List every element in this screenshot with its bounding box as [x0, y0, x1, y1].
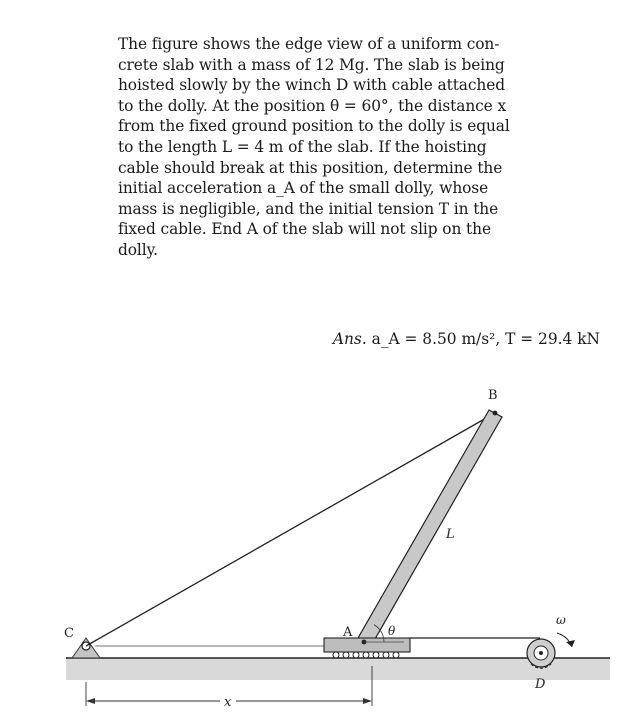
omega-arrowhead [566, 640, 575, 647]
dimension-x-arrow-left [86, 698, 95, 704]
problem-line: The figure shows the edge view of a uniform con- [118, 35, 500, 53]
label-theta: θ [388, 624, 396, 638]
label-omega: ω [556, 613, 566, 627]
problem-line: cable should break at this position, determine the [118, 158, 503, 177]
problem-line: mass is negligible, and the initial tension T in the [118, 199, 499, 218]
label-x: x [224, 695, 232, 710]
dimension-x-arrow-right [363, 698, 372, 704]
ground [66, 658, 610, 680]
problem-line: hoisted slowly by the winch D with cable attached [118, 76, 505, 95]
dolly [324, 638, 410, 652]
problem-line: crete slab with a mass of 12 Mg. The slab is being [118, 55, 505, 74]
label-l: L [446, 527, 455, 542]
answer-line [333, 330, 600, 348]
winch-axle [539, 651, 543, 655]
problem-statement [118, 34, 598, 261]
point-b [493, 411, 498, 416]
dolly-wheels [333, 652, 399, 658]
answer-label: Ans. [332, 330, 367, 348]
label-c: C [64, 626, 74, 641]
answer-text: a_A = 8.50 m/s², T = 29.4 kN [371, 330, 600, 348]
problem-line: from the fixed ground position to the dolly is equal [118, 117, 510, 136]
label-d: D [535, 677, 546, 692]
slab-figure [0, 370, 630, 724]
concrete-slab [358, 410, 502, 646]
problem-line: to the length L = 4 m of the slab. If the hoisting [118, 137, 487, 156]
label-b: B [488, 388, 498, 403]
problem-line: to the dolly. At the position θ = 60°, the distance x [118, 96, 507, 115]
problem-line: dolly. [118, 240, 158, 259]
label-a: A [343, 625, 353, 640]
problem-line: initial acceleration a_A of the small dolly, whose [118, 179, 489, 198]
problem-line: fixed cable. End A of the slab will not slip on the [118, 220, 491, 239]
